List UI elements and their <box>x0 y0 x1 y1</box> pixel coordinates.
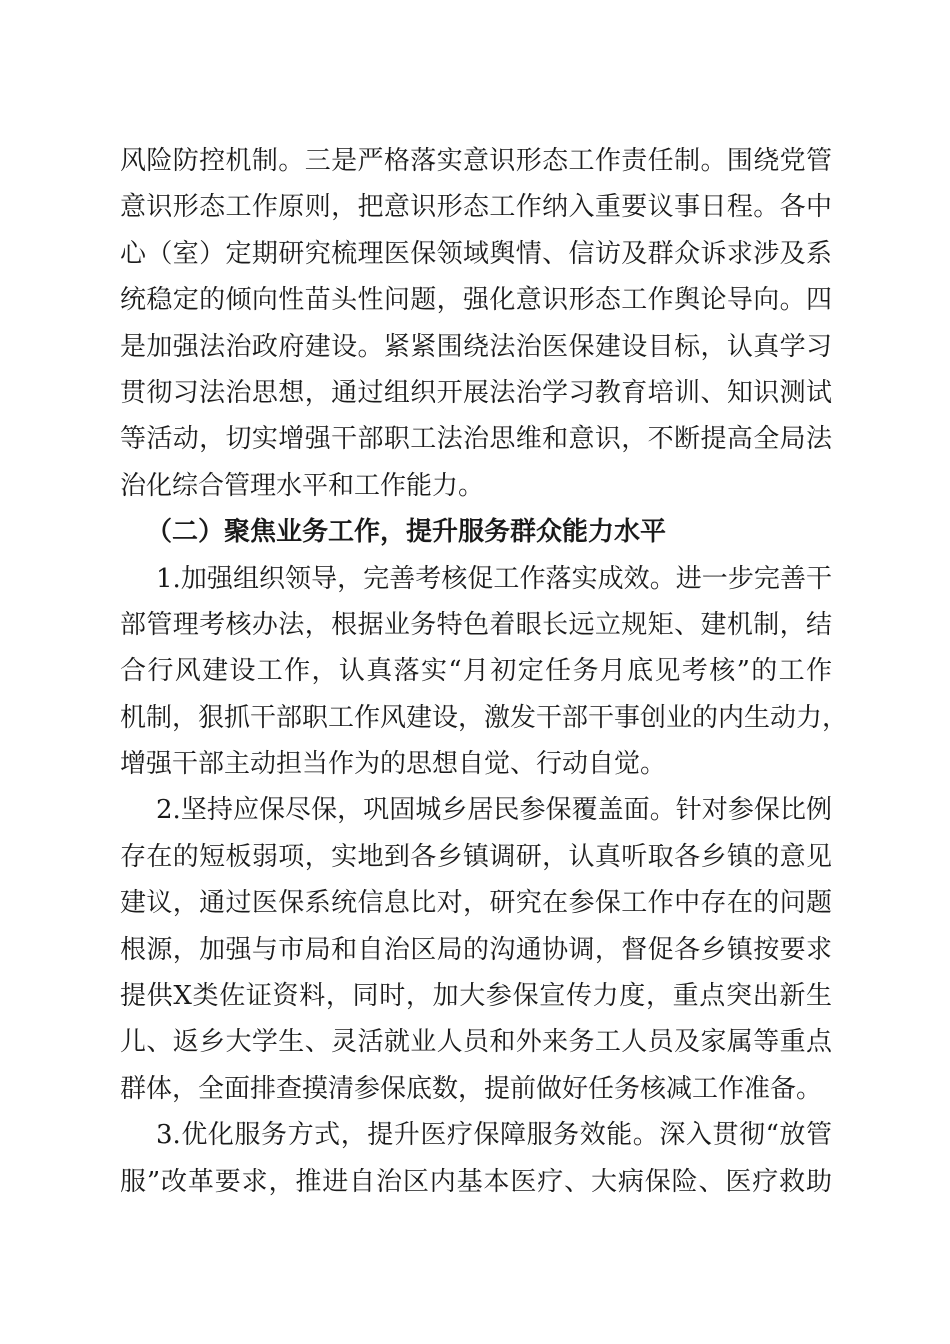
text-line: 服”改革要求，推进自治区内基本医疗、大病保险、医疗救助 <box>120 1166 832 1197</box>
paragraph-start-line: 3.优化服务方式，提升医疗保障服务效能。深入贯彻“放管 <box>156 1120 832 1151</box>
text-line: 增强干部主动担当作为的思想自觉、行动自觉。 <box>120 749 667 780</box>
text-line: 合行风建设工作，认真落实“月初定任务月底见考核”的工作 <box>120 656 832 687</box>
text-line: 机制，狠抓干部职工作风建设，激发干部干事创业的内生动力， <box>120 702 849 733</box>
text-line: 贯彻习法治思想，通过组织开展法治学习教育培训、知识测试 <box>120 377 832 408</box>
text-line: 风险防控机制。三是严格落实意识形态工作责任制。围绕党管 <box>120 146 832 176</box>
paragraph-start-line: 1.加强组织领导，完善考核促工作落实成效。进一步完善干 <box>156 563 832 594</box>
text-line: 心（室）定期研究梳理医保领域舆情、信访及群众诉求涉及系 <box>120 238 832 269</box>
text-line: 存在的短板弱项，实地到各乡镇调研，认真听取各乡镇的意见 <box>120 841 832 872</box>
text-line: 意识形态工作原则，把意识形态工作纳入重要议事日程。各中 <box>120 192 832 223</box>
text-line: 儿、返乡大学生、灵活就业人员和外来务工人员及家属等重点 <box>120 1027 832 1058</box>
text-line: 群体，全面排查摸清参保底数，提前做好任务核减工作准备。 <box>120 1073 823 1104</box>
text-line: 等活动，切实增强干部职工法治思维和意识，不断提高全局法 <box>120 424 832 455</box>
text-line: 是加强法治政府建设。紧紧围绕法治医保建设目标，认真学习 <box>120 331 832 362</box>
text-line: 根源，加强与市局和自治区局的沟通协调，督促各乡镇按要求 <box>120 934 832 965</box>
text-line: 治化综合管理水平和工作能力。 <box>120 470 485 501</box>
text-line: 部管理考核办法，根据业务特色着眼长远立规矩、建机制，结 <box>120 609 832 640</box>
text-line: 统稳定的倾向性苗头性问题，强化意识形态工作舆论导向。四 <box>120 285 832 316</box>
document-page <box>120 138 849 1205</box>
text-line: 建议，通过医保系统信息比对，研究在参保工作中存在的问题 <box>120 888 832 919</box>
section-heading: （二）聚焦业务工作，提升服务群众能力水平 <box>146 517 667 548</box>
text-line: 提供X类佐证资料，同时，加大参保宣传力度，重点突出新生 <box>120 981 832 1012</box>
paragraph-start-line: 2.坚持应保尽保，巩固城乡居民参保覆盖面。针对参保比例 <box>156 795 832 826</box>
